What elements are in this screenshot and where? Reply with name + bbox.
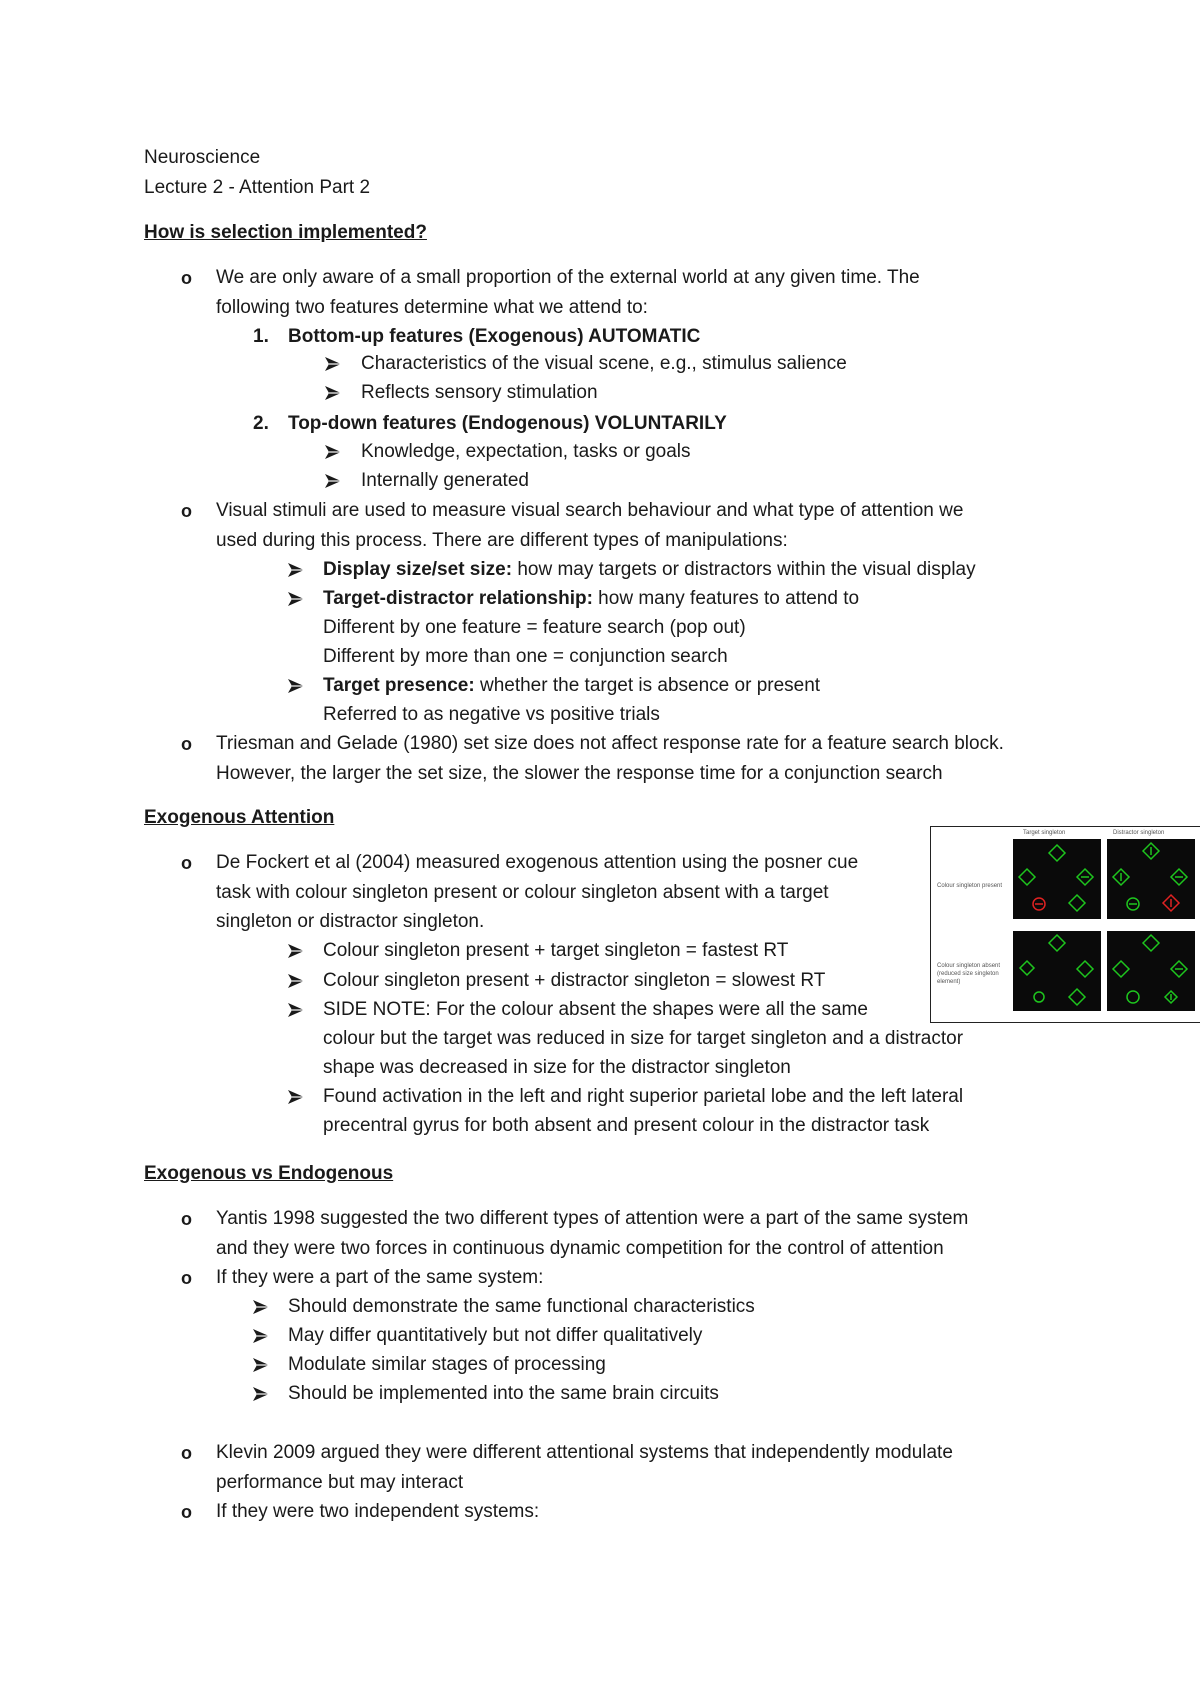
- arrow-bullet-icon: [324, 443, 342, 461]
- bullet-marker: o: [181, 1443, 192, 1463]
- continuation-line: shape was decreased in size for the distractor singleton: [323, 1057, 791, 1078]
- section-heading-exo-vs-endo: Exogenous vs Endogenous: [144, 1163, 394, 1184]
- arrow-bullet-icon: [287, 561, 305, 579]
- document-title: Neuroscience: [144, 147, 261, 168]
- arrow-bullet-icon: [287, 1001, 305, 1019]
- manipulation-item: [323, 558, 976, 582]
- singleton-figure: [930, 826, 1200, 1023]
- bullet-marker: o: [181, 501, 192, 521]
- list-subitem: Internally generated: [361, 470, 529, 491]
- arrow-bullet-icon: [252, 1327, 270, 1345]
- criteria-item: Should demonstrate the same functional characteristics: [288, 1296, 755, 1317]
- figure-row-label: Colour singleton absent: [937, 963, 1001, 969]
- finding-item: Found activation in the left and right superior parietal lobe and the left lateral: [323, 1086, 964, 1107]
- paragraph-line: Klevin 2009 argued they were different attentional systems that independently modulate: [216, 1442, 953, 1463]
- panel-absent-target: [1013, 931, 1101, 1011]
- finding-item: SIDE NOTE: For the colour absent the shapes were all the same: [323, 999, 868, 1020]
- list-item-title: Bottom-up features (Exogenous) AUTOMATIC: [288, 326, 701, 347]
- criteria-item: Modulate similar stages of processing: [288, 1354, 606, 1375]
- arrow-bullet-icon: [252, 1298, 270, 1316]
- section-heading-exogenous: Exogenous Attention: [144, 807, 335, 828]
- paragraph-line: Visual stimuli are used to measure visual search behaviour and what type of attention we: [216, 500, 964, 521]
- list-number: 2.: [253, 413, 269, 434]
- bullet-marker: o: [181, 268, 192, 288]
- manipulation-item: [323, 587, 859, 611]
- paragraph-line: singleton or distractor singleton.: [216, 911, 485, 932]
- criteria-item: May differ quantitatively but not differ qualitatively: [288, 1325, 703, 1346]
- list-number: 1.: [253, 326, 269, 347]
- criteria-item: Should be implemented into the same brain circuits: [288, 1383, 719, 1404]
- panel-absent-distractor: [1107, 931, 1195, 1011]
- term: Display size/set size:: [323, 559, 513, 580]
- continuation-line: precentral gyrus for both absent and present colour in the distractor task: [323, 1115, 930, 1136]
- continuation-line: Different by more than one = conjunction search: [323, 646, 728, 667]
- list-subitem: Reflects sensory stimulation: [361, 382, 598, 403]
- arrow-bullet-icon: [287, 677, 305, 695]
- figure-panels: [931, 827, 1200, 1022]
- finding-item: Colour singleton present + distractor singleton = slowest RT: [323, 970, 826, 991]
- arrow-bullet-icon: [252, 1356, 270, 1374]
- definition: how many features to attend to: [592, 588, 860, 609]
- paragraph-line: However, the larger the set size, the slower the response time for a conjunction search: [216, 763, 943, 784]
- figure-row-label: (reduced size singleton: [937, 971, 999, 977]
- paragraph-line: De Fockert et al (2004) measured exogenous attention using the posner cue: [216, 852, 859, 873]
- continuation-line: colour but the target was reduced in size for target singleton and a distractor: [323, 1028, 964, 1049]
- section-heading-selection: How is selection implemented?: [144, 222, 427, 243]
- list-item-title: Top-down features (Endogenous) VOLUNTARILY: [288, 413, 727, 434]
- continuation-line: Different by one feature = feature search (pop out): [323, 617, 746, 638]
- bullet-marker: o: [181, 853, 192, 873]
- bullet-marker: o: [181, 1209, 192, 1229]
- list-subitem: Characteristics of the visual scene, e.g., stimulus salience: [361, 353, 847, 374]
- paragraph-line: Triesman and Gelade (1980) set size does not affect response rate for a feature search block.: [216, 733, 1004, 754]
- arrow-bullet-icon: [287, 590, 305, 608]
- definition: how may targets or distractors within the visual display: [512, 559, 976, 580]
- bullet-marker: o: [181, 734, 192, 754]
- term: Target-distractor relationship:: [323, 588, 593, 609]
- bullet-marker: o: [181, 1502, 192, 1522]
- figure-col-label: Distractor singleton: [1113, 830, 1165, 836]
- paragraph-line: If they were a part of the same system:: [216, 1267, 544, 1288]
- bullet-marker: o: [181, 1268, 192, 1288]
- document-subtitle: Lecture 2 - Attention Part 2: [144, 177, 371, 198]
- list-subitem: Knowledge, expectation, tasks or goals: [361, 441, 691, 462]
- figure-col-label: Target singleton: [1023, 830, 1066, 836]
- figure-row-label: Colour singleton present: [937, 883, 1003, 889]
- panel-present-distractor: [1107, 839, 1195, 919]
- term: Target presence:: [323, 675, 475, 696]
- arrow-bullet-icon: [324, 355, 342, 373]
- paragraph-line: and they were two forces in continuous dynamic competition for the control of attention: [216, 1238, 944, 1259]
- paragraph-line: task with colour singleton present or colour singleton absent with a target: [216, 882, 829, 903]
- manipulation-item: [323, 674, 820, 698]
- figure-row-label: element): [937, 979, 961, 985]
- arrow-bullet-icon: [287, 972, 305, 990]
- continuation-line: Referred to as negative vs positive trials: [323, 704, 660, 725]
- paragraph-line: Yantis 1998 suggested the two different types of attention were a part of the same system: [216, 1208, 969, 1229]
- arrow-bullet-icon: [287, 942, 305, 960]
- arrow-bullet-icon: [324, 472, 342, 490]
- arrow-bullet-icon: [252, 1385, 270, 1403]
- finding-item: Colour singleton present + target singleton = fastest RT: [323, 940, 789, 961]
- paragraph-line: If they were two independent systems:: [216, 1501, 540, 1522]
- paragraph-line: following two features determine what we attend to:: [216, 297, 648, 318]
- paragraph-line: performance but may interact: [216, 1472, 464, 1493]
- arrow-bullet-icon: [287, 1088, 305, 1106]
- panel-present-target: [1013, 839, 1101, 919]
- paragraph-line: We are only aware of a small proportion of the external world at any given time. The: [216, 267, 920, 288]
- definition: whether the target is absence or present: [474, 675, 821, 696]
- paragraph-line: used during this process. There are different types of manipulations:: [216, 530, 788, 551]
- arrow-bullet-icon: [324, 384, 342, 402]
